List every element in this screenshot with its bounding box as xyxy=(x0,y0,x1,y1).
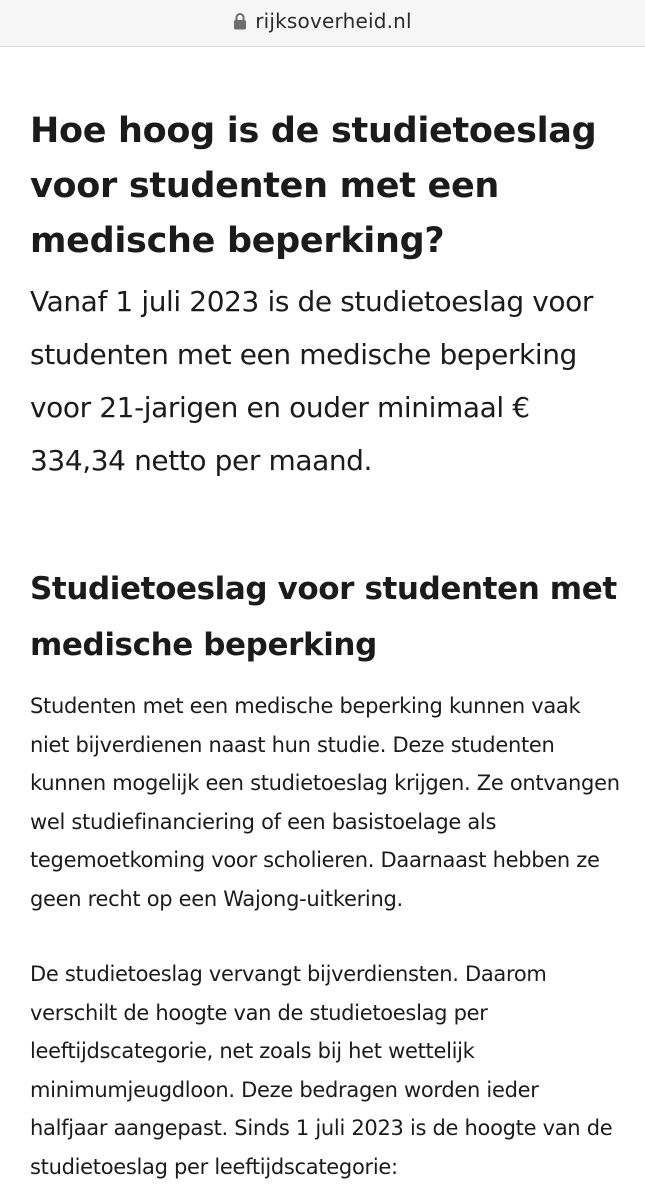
url-display[interactable] xyxy=(233,9,412,33)
article-content xyxy=(30,104,620,1186)
page-title: Hoe hoog is de studietoeslag voor studenten met een medische beperking? xyxy=(30,111,597,261)
body-paragraph-2: De studietoeslag vervangt bijverdiensten. Daarom verschilt de hoogte van de studietoeslag per leeftijdscategorie, net zoals bij het wettelijk minimumjeugdloon. Deze bedragen worden ieder halfjaar aangepast. Sinds 1 juli 2023 is de hoogte van de studietoeslag per leeftijdscategorie: xyxy=(30,962,613,1179)
body-paragraph-1: Studenten met een medische beperking kunnen vaak niet bijverdienen naast hun studie. Deze studenten kunnen mogelijk een studietoeslag krijgen. Ze ontvangen wel studiefinanciering of een basistoelage als tegemoetkoming voor scholieren. Daarnaast hebben ze geen recht op een Wajong-uitkering. xyxy=(30,694,620,911)
lock-icon xyxy=(233,12,247,30)
browser-address-bar[interactable] xyxy=(0,0,645,47)
lead-paragraph: Vanaf 1 juli 2023 is de studietoeslag voor studenten met een medische beperking voor 21-jarigen en ouder minimaal € 334,34 netto per maand. xyxy=(30,285,593,477)
url-text: rijksoverheid.nl xyxy=(255,9,412,33)
section-title: Studietoeslag voor studenten met medische beperking xyxy=(30,571,617,663)
